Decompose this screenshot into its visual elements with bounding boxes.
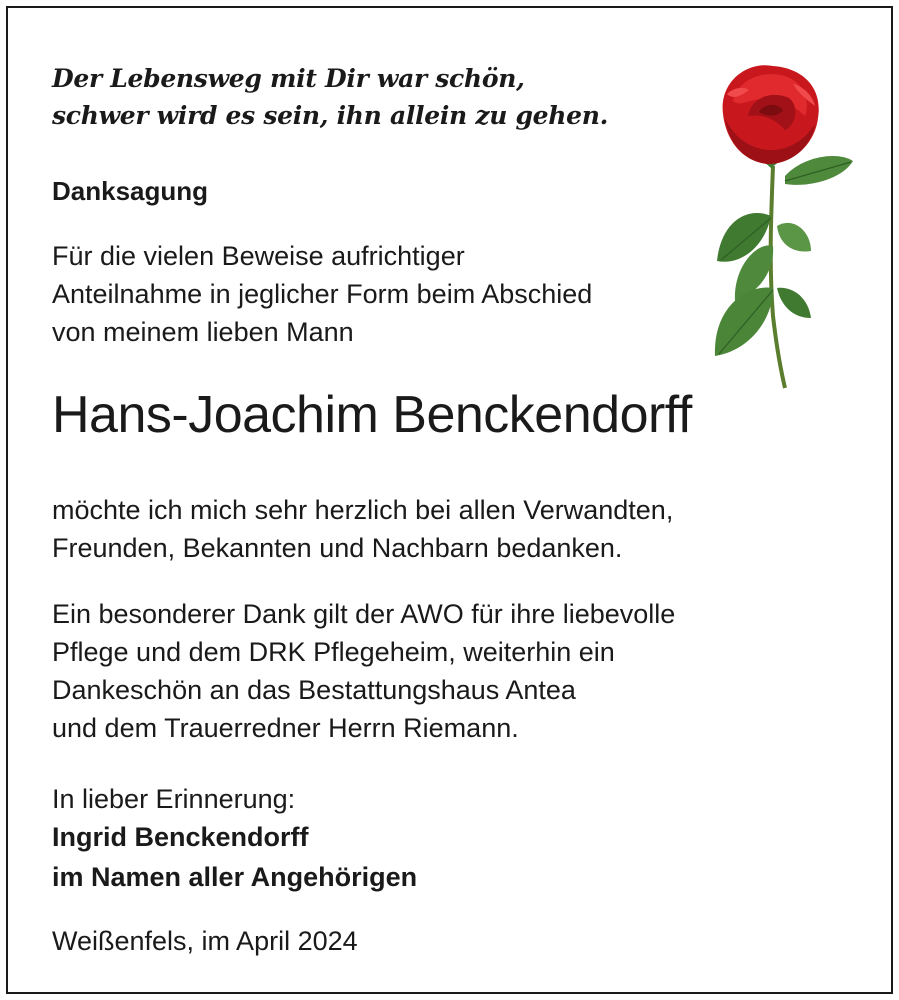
heading-danksagung: Danksagung [52, 176, 209, 206]
intro-text: Für die vielen Beweise aufrichtiger Anteilnahme in jeglicher Form beim Abschied von meinem lieben Mann [52, 241, 593, 347]
rose-leaf-right-top [785, 156, 853, 185]
notice-frame [6, 6, 893, 994]
place-date: Weißenfels, im April 2024 [52, 926, 358, 956]
rose-leaf-right-mid [777, 223, 811, 252]
rose-stem [771, 166, 785, 388]
rose-leaf-right-low [777, 288, 811, 318]
on-behalf-text: im Namen aller Angehörigen [52, 862, 418, 892]
quote-text: Der Lebensweg mit Dir war schön, schwer wird es sein, ihn allein zu gehen. [52, 64, 609, 130]
rose-image [693, 56, 863, 391]
rose-leaf-left-low [715, 288, 773, 356]
memory-label: In lieber Erinnerung: [52, 784, 296, 814]
thanks-text: möchte ich mich sehr herzlich bei allen Verwandten, Freunden, Bekannten und Nachbarn bedanken. [52, 495, 674, 563]
special-thanks-text: Ein besonderer Dank gilt der AWO für ihre liebevolle Pflege und dem DRK Pflegeheim, weiterhin ein Dankeschön an das Bestattungshaus Antea und dem Trauerredner Herrn Riemann. [52, 599, 676, 743]
signer-name: Ingrid Benckendorff [52, 822, 309, 852]
deceased-name: Hans-Joachim Benckendorff [52, 386, 692, 444]
